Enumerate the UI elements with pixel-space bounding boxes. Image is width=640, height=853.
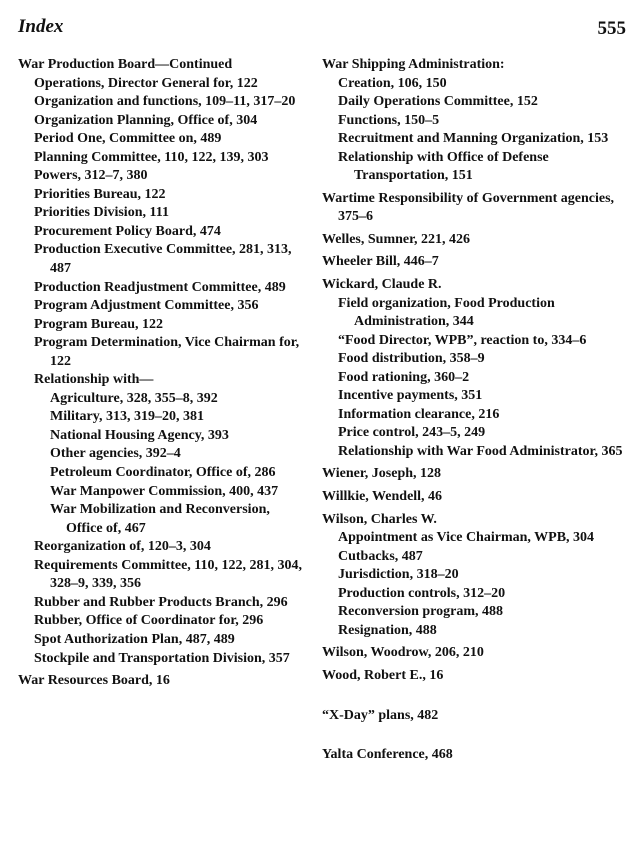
index-entry: Incentive payments, 351 <box>338 388 483 404</box>
index-entry: War Mobilization and Reconversion, Office of, 467 <box>50 502 270 536</box>
index-entry: “Food Director, WPB”, reaction to, 334–6 <box>338 332 587 348</box>
index-entry: Powers, 312–7, 380 <box>34 168 148 184</box>
index-entry: Priorities Division, 111 <box>34 205 169 221</box>
index-entry: Military, 313, 319–20, 381 <box>50 409 204 425</box>
index-entry: Program Adjustment Committee, 356 <box>34 298 259 314</box>
index-entry: Resignation, 488 <box>338 622 437 638</box>
index-entry: Stockpile and Transportation Division, 357 <box>34 650 290 666</box>
index-entry: Welles, Sumner, 221, 426 <box>322 231 471 247</box>
index-entry: Other agencies, 392–4 <box>50 446 181 462</box>
index-entry: Rubber, Office of Coordinator for, 296 <box>34 613 264 629</box>
index-entry: Cutbacks, 487 <box>338 548 423 564</box>
index-entry: War Production Board—Continued <box>18 57 233 72</box>
index-entry: Yalta Conference, 468 <box>322 747 453 763</box>
index-entry: Relationship with War Food Administrator, 365 <box>338 443 623 459</box>
page-title: Index <box>18 16 64 37</box>
index-entry: Creation, 106, 150 <box>338 75 447 91</box>
index-entry: Relationship with— <box>34 372 154 388</box>
page-number: 555 <box>597 18 626 39</box>
index-entry: Rubber and Rubber Products Branch, 296 <box>34 594 288 610</box>
index-entry: Wilson, Charles W. <box>322 511 437 527</box>
index-entry: Price control, 243–5, 249 <box>338 425 486 441</box>
index-entry: Organization Planning, Office of, 304 <box>34 112 258 128</box>
index-entry: Information clearance, 216 <box>338 406 500 422</box>
index-entry: Priorities Bureau, 122 <box>34 186 166 202</box>
index-entry: Functions, 150–5 <box>338 112 440 128</box>
index-entry: Production Executive Committee, 281, 313, 487 <box>34 242 292 277</box>
index-entry: Procurement Policy Board, 474 <box>34 223 221 239</box>
index-entry: Food distribution, 358–9 <box>338 351 485 367</box>
index-entry: Wartime Responsibility of Government agencies, 375–6 <box>322 190 615 225</box>
index-entry: Organization and functions, 109–11, 317–20 <box>34 94 296 110</box>
index-entry: Petroleum Coordinator, Office of, 286 <box>50 465 276 481</box>
index-entry: Reorganization of, 120–3, 304 <box>34 539 211 555</box>
index-entry: Agriculture, 328, 355–8, 392 <box>50 390 218 406</box>
index-entry: Period One, Committee on, 489 <box>34 131 222 147</box>
index-entry: War Resources Board, 16 <box>18 673 170 689</box>
index-entry: Food rationing, 360–2 <box>338 369 470 385</box>
index-entry: Requirements Committee, 110, 122, 281, 304, 328–9, 339, 356 <box>34 557 303 592</box>
index-entry: War Manpower Commission, 400, 437 <box>50 483 279 499</box>
index-entry: Recruitment and Manning Organization, 153 <box>338 131 609 147</box>
index-entry: Jurisdiction, 318–20 <box>338 567 459 583</box>
index-entry: Program Bureau, 122 <box>34 316 163 332</box>
index-entry: Wheeler Bill, 446–7 <box>322 254 439 270</box>
index-entry: Appointment as Vice Chairman, WPB, 304 <box>338 530 595 546</box>
index-entry: Wilson, Woodrow, 206, 210 <box>322 645 484 661</box>
index-entry: War Shipping Administration: <box>322 57 505 72</box>
index-column-left <box>18 56 308 691</box>
index-entry: Willkie, Wendell, 46 <box>322 489 443 505</box>
index-entry: Wood, Robert E., 16 <box>322 667 444 683</box>
index-entry: Production controls, 312–20 <box>338 585 506 601</box>
index-entry: Program Determination, Vice Chairman for, 122 <box>34 335 300 369</box>
index-entry: Field organization, Food Production Administration, 344 <box>338 295 555 330</box>
index-entry: Wickard, Claude R. <box>322 277 442 293</box>
index-entry: Reconversion program, 488 <box>338 604 503 620</box>
index-entry: Planning Committee, 110, 122, 139, 303 <box>34 149 269 165</box>
index-column-right <box>322 56 626 765</box>
index-entry: Production Readjustment Committee, 489 <box>34 279 286 295</box>
page-header <box>18 16 626 44</box>
index-entry: Relationship with Office of Defense Transportation, 151 <box>338 149 549 184</box>
index-entry: Operations, Director General for, 122 <box>34 75 258 91</box>
index-entry: Daily Operations Committee, 152 <box>338 94 538 110</box>
index-entry: National Housing Agency, 393 <box>50 427 229 443</box>
index-entry: “X-Day” plans, 482 <box>322 707 439 723</box>
index-entry: Wiener, Joseph, 128 <box>322 466 442 482</box>
index-entry: Spot Authorization Plan, 487, 489 <box>34 631 235 647</box>
